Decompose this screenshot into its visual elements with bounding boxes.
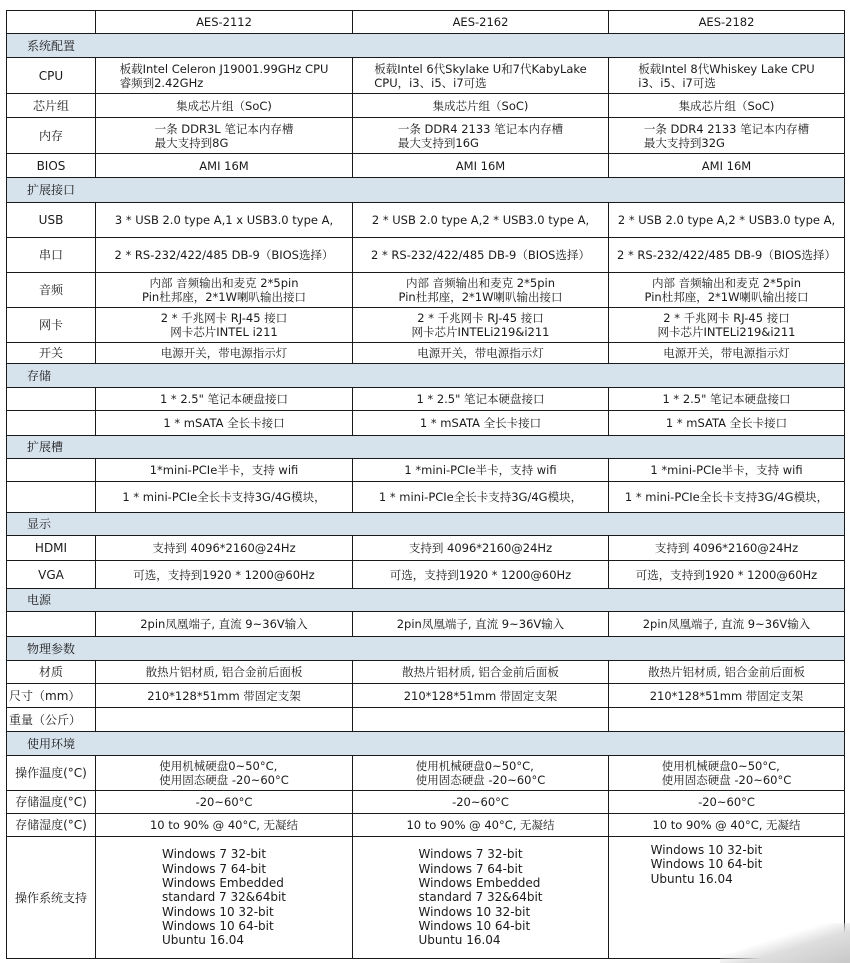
row-label — [7, 459, 96, 482]
row-label: 操作温度(°C) — [7, 756, 96, 791]
cell-aes-2182: 可选，支持到1920 * 1200@60Hz — [609, 561, 845, 589]
cell-aes-2182: 10 to 90% @ 40°C, 无凝结 — [609, 814, 845, 837]
cell-aes-2112: 支持到 4096*2160@24Hz — [96, 536, 353, 561]
row-label — [7, 482, 96, 513]
cell-aes-2182: 1 * mini-PCIe全长卡支持3G/4G模块， — [609, 482, 845, 513]
line: 一条 DDR3L 笔记本内存槽 — [154, 121, 294, 136]
os-item: standard 7 32&64bit — [161, 890, 287, 905]
cell-aes-2112: 10 to 90% @ 40°C, 无凝结 — [96, 814, 353, 837]
row-label: 开关 — [7, 343, 96, 364]
line: CPU，i3、i5、i7可选 — [374, 75, 487, 90]
cell-aes-2182: 1 * 2.5" 笔记本硬盘接口 — [609, 388, 845, 411]
os-item: Windows Embedded — [418, 876, 541, 891]
model-aes-2182: AES-2182 — [609, 11, 845, 34]
os-item: Windows 7 32-bit — [418, 847, 523, 862]
os-item: Windows 10 32-bit — [418, 904, 531, 919]
cell-aes-2112 — [96, 708, 353, 732]
table-row-chipset — [7, 94, 845, 118]
row-label: CPU — [7, 58, 96, 94]
cell-aes-2182 — [609, 708, 845, 732]
section-title: 存储 — [7, 364, 845, 388]
line: Pin杜邦座，2*1W喇叭输出接口 — [142, 290, 306, 304]
cell-aes-2162: 1 * mini-PCIe全长卡支持3G/4G模块， — [353, 482, 609, 513]
section-title: 扩展接口 — [7, 178, 845, 203]
section-title: 系统配置 — [7, 34, 845, 58]
os-item: Windows 10 64-bit — [418, 918, 531, 933]
cell-aes-2182: 2 * USB 2.0 type A,2 * USB3.0 type A, — [609, 203, 845, 238]
line: 网卡芯片INTEL i211 — [170, 325, 278, 339]
cell-aes-2182 — [609, 58, 845, 94]
model-aes-2162: AES-2162 — [353, 11, 609, 34]
table-row-material — [7, 661, 845, 684]
line: 使用固态硬盘 -20~60°C — [159, 773, 289, 787]
os-list — [418, 847, 542, 947]
row-label: 材质 — [7, 661, 96, 684]
row-label — [7, 388, 96, 411]
cell-aes-2112: AMI 16M — [96, 154, 353, 178]
table-row-storage-humidity — [7, 814, 845, 837]
cell-aes-2162: 散热片铝材质, 铝合金前后面板 — [353, 661, 609, 684]
os-item: Windows 10 32-bit — [650, 843, 763, 857]
model-aes-2112: AES-2112 — [96, 11, 353, 34]
section-title: 电源 — [7, 589, 845, 612]
os-list — [162, 847, 286, 947]
line: 使用固态硬盘 -20~60°C — [661, 773, 792, 787]
cell-aes-2162: AMI 16M — [353, 154, 609, 178]
line: 使用机械硬盘0~50°C, — [415, 759, 534, 773]
os-item: standard 7 32&64bit — [418, 890, 543, 905]
cell-aes-2112: 电源开关，带电源指示灯 — [96, 343, 353, 364]
section-title: 物理参数 — [7, 637, 845, 661]
cell-aes-2182: 散热片铝材质, 铝合金前后面板 — [609, 661, 845, 684]
cell-aes-2162 — [353, 756, 609, 791]
cell-aes-2112: 210*128*51mm 带固定支架 — [96, 684, 353, 708]
row-label: 存储湿度(°C) — [7, 814, 96, 837]
section-expansion — [7, 436, 845, 459]
cell-aes-2112: 可选，支持到1920 * 1200@60Hz — [96, 561, 353, 589]
line: 一条 DDR4 2133 笔记本内存槽 — [643, 121, 810, 136]
section-physical — [7, 637, 845, 661]
cell-aes-2162: 1 * mSATA 全长卡接口 — [353, 411, 609, 436]
line: 使用机械硬盘0~50°C, — [159, 759, 278, 773]
cell-aes-2182: 1 * mSATA 全长卡接口 — [609, 411, 845, 436]
row-label: HDMI — [7, 536, 96, 561]
cell-aes-2162 — [353, 308, 609, 343]
cell-aes-2112: 1 * mini-PCIe全长卡支持3G/4G模块， — [96, 482, 353, 513]
cell-aes-2112: 2pin凤凰端子, 直流 9~36V输入 — [96, 612, 353, 637]
cell-aes-2162: 支持到 4096*2160@24Hz — [353, 536, 609, 561]
cell-aes-2182: -20~60°C — [609, 791, 845, 814]
table-row-cpu — [7, 58, 845, 94]
cell-aes-2112 — [96, 308, 353, 343]
cell-aes-2182: 集成芯片组（SoC) — [609, 94, 845, 118]
section-interfaces — [7, 178, 845, 203]
table-row-usb — [7, 203, 845, 238]
cell-aes-2182 — [609, 273, 845, 308]
cell-aes-2162: 2pin凤凰端子, 直流 9~36V输入 — [353, 612, 609, 637]
cell-aes-2162 — [353, 837, 609, 959]
line: 一条 DDR4 2133 笔记本内存槽 — [397, 121, 564, 136]
cell-aes-2182: 2 * RS-232/422/485 DB-9（BIOS选择） — [609, 238, 845, 273]
table-row-size — [7, 684, 845, 708]
cell-aes-2182 — [609, 756, 845, 791]
line: 内部 音频输出和麦克 2*5pin — [652, 276, 801, 290]
row-label: 网卡 — [7, 308, 96, 343]
row-label: 重量（公斤） — [7, 708, 96, 732]
line: 2 * 千兆网卡 RJ-45 接口 — [160, 311, 288, 325]
table-row-power-input — [7, 612, 845, 637]
os-item: Windows 10 32-bit — [161, 904, 274, 919]
table-row-storage-hdd — [7, 388, 845, 411]
cell-aes-2112: -20~60°C — [96, 791, 353, 814]
line: 最大支持到16G — [397, 135, 479, 150]
section-title: 扩展槽 — [7, 436, 845, 459]
header-blank-cell — [7, 11, 96, 34]
os-item: Ubuntu 16.04 — [418, 933, 501, 948]
line: 最大支持到8G — [154, 135, 229, 150]
table-row-switch — [7, 343, 845, 364]
cell-aes-2162: 集成芯片组（SoC) — [353, 94, 609, 118]
cell-aes-2182: 电源开关，带电源指示灯 — [609, 343, 845, 364]
row-label: USB — [7, 203, 96, 238]
cell-aes-2112 — [96, 837, 353, 959]
line: 2 * 千兆网卡 RJ-45 接口 — [663, 311, 790, 325]
line: i3、i5、i7可选 — [638, 75, 716, 90]
cell-aes-2112 — [96, 118, 353, 154]
cell-aes-2182 — [609, 118, 845, 154]
cell-aes-2112: 集成芯片组（SoC) — [96, 94, 353, 118]
table-row-nic — [7, 308, 845, 343]
cell-aes-2112: 2 * RS-232/422/485 DB-9（BIOS选择） — [96, 238, 353, 273]
line: Pin杜邦座，2*1W喇叭输出接口 — [398, 290, 563, 304]
line: 网卡芯片INTELi219&i211 — [411, 325, 550, 339]
table-row-storage-temp — [7, 791, 845, 814]
os-item: Windows 7 64-bit — [161, 861, 267, 876]
row-label: BIOS — [7, 154, 96, 178]
cell-aes-2162: 10 to 90% @ 40°C, 无凝结 — [353, 814, 609, 837]
model-header-row — [7, 11, 845, 34]
table-row-minipcie-full — [7, 482, 845, 513]
cell-aes-2112 — [96, 273, 353, 308]
cell-aes-2182 — [609, 308, 845, 343]
table-row-os-support — [7, 837, 845, 959]
section-power — [7, 589, 845, 612]
cell-aes-2182: 210*128*51mm 带固定支架 — [609, 684, 845, 708]
section-title: 显示 — [7, 513, 845, 536]
row-label — [7, 612, 96, 637]
table-row-minipcie-half — [7, 459, 845, 482]
cell-aes-2162 — [353, 273, 609, 308]
section-storage — [7, 364, 845, 388]
line: Pin杜邦座，2*1W喇叭输出接口 — [644, 290, 809, 304]
cell-aes-2112: 1 * mSATA 全长卡接口 — [96, 411, 353, 436]
row-label: 音频 — [7, 273, 96, 308]
os-item: Windows Embedded — [161, 876, 284, 891]
line: 网卡芯片INTELi219&i211 — [657, 325, 796, 339]
cell-aes-2162: 1 * 2.5" 笔记本硬盘接口 — [353, 388, 609, 411]
row-label: 操作系统支持 — [7, 837, 96, 959]
line: 内部 音频输出和麦克 2*5pin — [406, 276, 555, 290]
os-item: Ubuntu 16.04 — [161, 933, 245, 948]
cell-aes-2182: AMI 16M — [609, 154, 845, 178]
table-row-hdmi — [7, 536, 845, 561]
row-label: 芯片组 — [7, 94, 96, 118]
cell-aes-2162 — [353, 118, 609, 154]
row-label: VGA — [7, 561, 96, 589]
table-row-serial — [7, 238, 845, 273]
line: 睿频到2.42GHz — [119, 75, 204, 90]
line: 板载Intel 6代Skylake U和7代KabyLake — [374, 61, 587, 76]
page-curl-shadow — [720, 923, 850, 963]
cell-aes-2182: 支持到 4096*2160@24Hz — [609, 536, 845, 561]
table-row-vga — [7, 561, 845, 589]
cell-aes-2112 — [96, 58, 353, 94]
os-item: Ubuntu 16.04 — [650, 871, 733, 886]
os-item: Windows 10 64-bit — [161, 918, 274, 933]
cell-aes-2112: 1 * 2.5" 笔记本硬盘接口 — [96, 388, 353, 411]
line: 使用固态硬盘 -20~60°C — [415, 773, 546, 787]
cell-aes-2162: 可选，支持到1920 * 1200@60Hz — [353, 561, 609, 589]
cell-aes-2162: -20~60°C — [353, 791, 609, 814]
row-label: 尺寸（mm） — [7, 684, 96, 708]
section-system — [7, 34, 845, 58]
cell-aes-2182: 2pin凤凰端子, 直流 9~36V输入 — [609, 612, 845, 637]
line: 板载Intel Celeron J19001.99GHz CPU — [119, 61, 329, 76]
os-list — [651, 843, 763, 886]
section-display — [7, 513, 845, 536]
table-row-bios — [7, 154, 845, 178]
cell-aes-2112: 3 * USB 2.0 type A,1 x USB3.0 type A, — [96, 203, 353, 238]
table-row-operating-temp — [7, 756, 845, 791]
table-row-memory — [7, 118, 845, 154]
cell-aes-2112 — [96, 756, 353, 791]
cell-aes-2162: 2 * RS-232/422/485 DB-9（BIOS选择） — [353, 238, 609, 273]
line: 内部 音频输出和麦克 2*5pin — [149, 276, 299, 290]
cell-aes-2162: 1 *mini-PCIe半卡，支持 wifi — [353, 459, 609, 482]
row-label: 串口 — [7, 238, 96, 273]
os-item: Windows 10 64-bit — [650, 857, 763, 872]
row-label: 内存 — [7, 118, 96, 154]
section-environment — [7, 732, 845, 756]
line: 板载Intel 8代Whiskey Lake CPU — [638, 61, 815, 76]
table-row-weight — [7, 708, 845, 732]
cell-aes-2112: 散热片铝材质, 铝合金前后面板 — [96, 661, 353, 684]
line: 使用机械硬盘0~50°C, — [661, 759, 780, 773]
cell-aes-2112: 1*mini-PCIe半卡，支持 wifi — [96, 459, 353, 482]
table-row-audio — [7, 273, 845, 308]
row-label: 存储温度(°C) — [7, 791, 96, 814]
cell-aes-2162: 210*128*51mm 带固定支架 — [353, 684, 609, 708]
table-row-storage-msata — [7, 411, 845, 436]
section-title: 使用环境 — [7, 732, 845, 756]
line: 最大支持到32G — [643, 135, 725, 150]
line: 2 * 千兆网卡 RJ-45 接口 — [417, 311, 544, 325]
os-item: Windows 7 64-bit — [418, 861, 523, 876]
spec-comparison-table — [6, 10, 845, 959]
cell-aes-2162: 电源开关，带电源指示灯 — [353, 343, 609, 364]
cell-aes-2162 — [353, 708, 609, 732]
row-label — [7, 411, 96, 436]
cell-aes-2162: 2 * USB 2.0 type A,2 * USB3.0 type A, — [353, 203, 609, 238]
cell-aes-2162 — [353, 58, 609, 94]
os-item: Windows 7 32-bit — [161, 847, 267, 862]
cell-aes-2182: 1 *mini-PCIe半卡，支持 wifi — [609, 459, 845, 482]
